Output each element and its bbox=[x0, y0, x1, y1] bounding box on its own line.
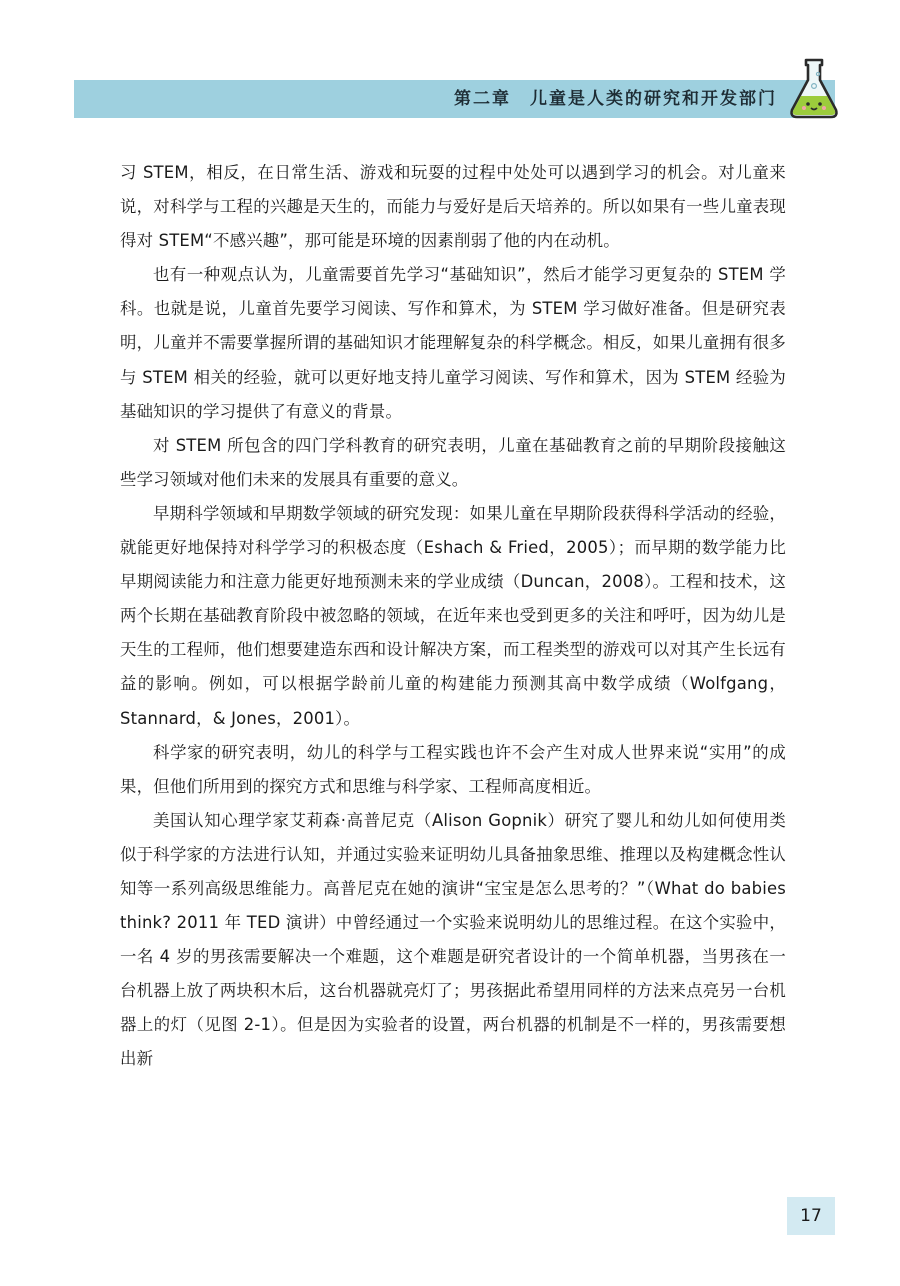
paragraph: 科学家的研究表明，幼儿的科学与工程实践也许不会产生对成人世界来说“实用”的成果，但他们所用到的探究方式和思维与科学家、工程师高度相近。 bbox=[120, 742, 786, 796]
chapter-title: 第二章 儿童是人类的研究和开发部门 bbox=[454, 89, 777, 109]
paragraph: 对 STEM 所包含的四门学科教育的研究表明，儿童在基础教育之前的早期阶段接触这些学习领域对他们未来的发展具有重要的意义。 bbox=[120, 435, 786, 489]
chapter-header-bar bbox=[74, 80, 835, 118]
paragraph: 美国认知心理学家艾莉森·高普尼克（Alison Gopnik）研究了婴儿和幼儿如何使用类似于科学家的方法进行认知，并通过实验来证明幼儿具备抽象思维、推理以及构建概念性认知等一系列高级思维能力。高普尼克在她的演讲“宝宝是怎么思考的？”（What do babies think? 2011 年 TED 演讲）中曾经通过一个实验来说明幼儿的思维过程。在这个实验中，一名 4 岁的男孩需要解决一个难题，这个难题是研究者设计的一个简单机器，当男孩在一台机器上放了两块积木后，这台机器就亮灯了；男孩据此希望用同样的方法来点亮另一台机器上的灯（见图 2-1）。但是因为实验者的设置，两台机器的机制是不一样的，男孩需要想出新 bbox=[120, 810, 786, 1069]
paragraph: 习 STEM，相反，在日常生活、游戏和玩耍的过程中处处可以遇到学习的机会。对儿童来说，对科学与工程的兴趣是天生的，而能力与爱好是后天培养的。所以如果有一些儿童表现得对 STEM“不感兴趣”，那可能是环境的因素削弱了他的内在动机。 bbox=[120, 163, 786, 251]
flask-mascot-icon bbox=[787, 56, 841, 120]
page-number: 17 bbox=[787, 1197, 835, 1235]
body-text bbox=[120, 156, 786, 1077]
paragraph: 也有一种观点认为，儿童需要首先学习“基础知识”，然后才能学习更复杂的 STEM 学科。也就是说，儿童首先要学习阅读、写作和算术，为 STEM 学习做好准备。但是研究表明，儿童并不需要掌握所谓的基础知识才能理解复杂的科学概念。相反，如果儿童拥有很多与 STEM 相关的经验，就可以更好地支持儿童学习阅读、写作和算术，因为 STEM 经验为基础知识的学习提供了有意义的背景。 bbox=[120, 265, 786, 421]
paragraph: 早期科学领域和早期数学领域的研究发现：如果儿童在早期阶段获得科学活动的经验，就能更好地保持对科学学习的积极态度（Eshach & Fried，2005）；而早期的数学能力比早期阅读能力和注意力能更好地预测未来的学业成绩（Duncan，2008）。工程和技术，这两个长期在基础教育阶段中被忽略的领域，在近年来也受到更多的关注和呼吁，因为幼儿是天生的工程师，他们想要建造东西和设计解决方案，而工程类型的游戏可以对其产生长远有益的影响。例如，可以根据学龄前儿童的构建能力预测其高中数学成绩（Wolfgang，Stannard，& Jones，2001）。 bbox=[120, 503, 786, 728]
